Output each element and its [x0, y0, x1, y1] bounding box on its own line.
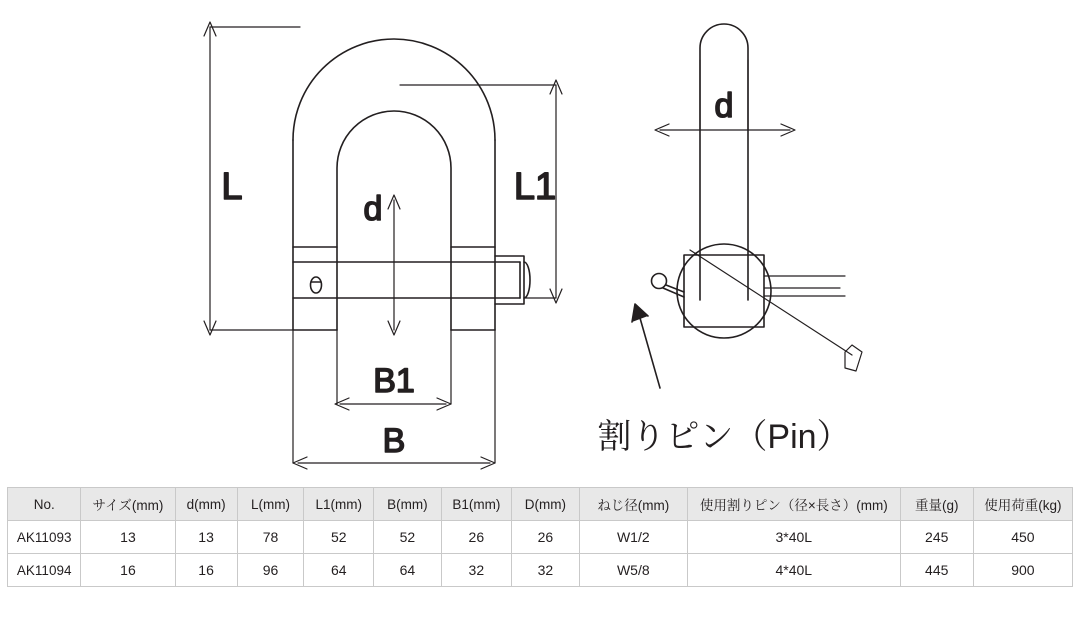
cell-weight: 245	[900, 521, 973, 554]
label-B1: B1	[373, 362, 415, 400]
header-no: No.	[8, 488, 81, 521]
table-row	[8, 554, 1073, 587]
cell-dd: 26	[512, 521, 580, 554]
cell-size: 13	[81, 521, 175, 554]
cell-screw: W5/8	[579, 554, 687, 587]
cell-size: 16	[81, 554, 175, 587]
header-size: サイズ(mm)	[81, 488, 175, 521]
cell-pin: 4*40L	[687, 554, 900, 587]
header-b1: B1(mm)	[441, 488, 512, 521]
cell-l: 96	[237, 554, 304, 587]
header-l: L(mm)	[237, 488, 304, 521]
annotation-cotter-pin: 割りピン（Pin）	[597, 418, 851, 456]
cell-b: 52	[374, 521, 441, 554]
dimension-D	[845, 345, 862, 371]
cell-pin: 3*40L	[687, 521, 900, 554]
dimension-L	[204, 22, 300, 335]
header-pin: 使用割りピン（径×長さ）(mm)	[687, 488, 900, 521]
cell-load: 450	[973, 521, 1072, 554]
table-header-row	[8, 488, 1073, 521]
cell-l1: 64	[304, 554, 374, 587]
label-B: B	[382, 422, 406, 460]
shackle-side-outline	[677, 24, 852, 355]
specification-table	[7, 487, 1073, 587]
cell-weight: 445	[900, 554, 973, 587]
header-screw: ねじ径(mm)	[579, 488, 687, 521]
cell-b1: 26	[441, 521, 512, 554]
thread-lines	[764, 276, 845, 296]
header-b: B(mm)	[374, 488, 441, 521]
label-d-front: d	[363, 190, 383, 228]
header-d: d(mm)	[175, 488, 237, 521]
label-d-side: d	[714, 87, 734, 125]
cell-screw: W1/2	[579, 521, 687, 554]
cell-d: 13	[175, 521, 237, 554]
cell-load: 900	[973, 554, 1072, 587]
cell-b1: 32	[441, 554, 512, 587]
cotter-pin-annotation-arrow	[632, 304, 660, 388]
table-row	[8, 521, 1073, 554]
cell-no: AK11094	[8, 554, 81, 587]
header-l1: L1(mm)	[304, 488, 374, 521]
cell-dd: 32	[512, 554, 580, 587]
cell-no: AK11093	[8, 521, 81, 554]
pin-hole	[311, 277, 322, 293]
cell-l1: 52	[304, 521, 374, 554]
header-load: 使用荷重(kg)	[973, 488, 1072, 521]
label-L1: L1	[513, 166, 557, 208]
cell-b: 64	[374, 554, 441, 587]
label-L: L	[221, 166, 243, 208]
header-dd: D(mm)	[512, 488, 580, 521]
header-weight: 重量(g)	[900, 488, 973, 521]
cell-d: 16	[175, 554, 237, 587]
dimension-d-front	[388, 195, 400, 335]
cell-l: 78	[237, 521, 304, 554]
